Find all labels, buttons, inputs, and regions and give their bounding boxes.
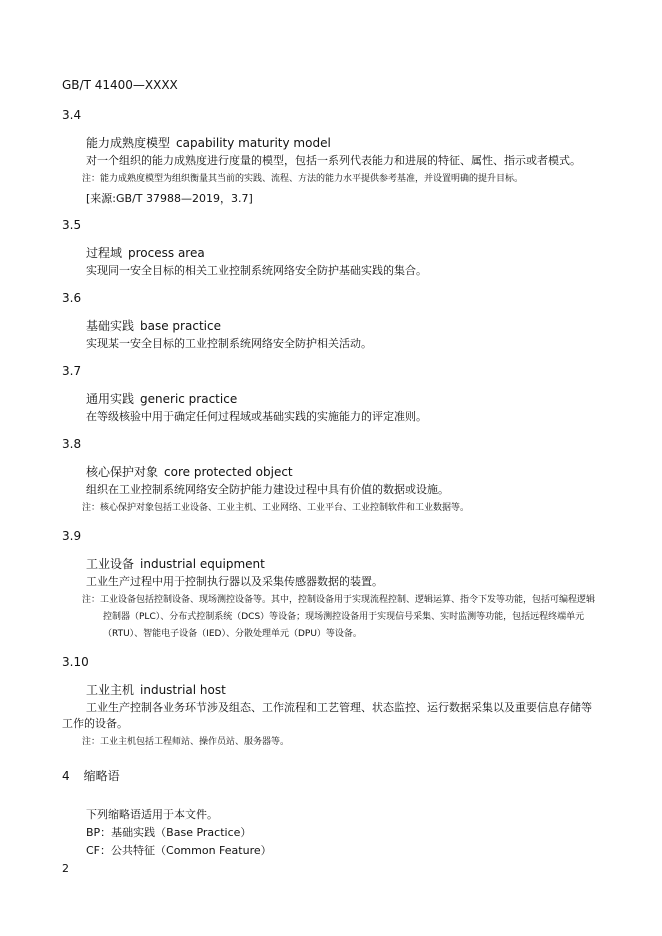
term-note: 注：能力成熟度模型为组织衡量其当前的实践、流程、方法的能力水平提供参考基准，并设置明确的提升目标。: [82, 174, 524, 184]
abbreviation-intro: 下列缩略语适用于本文件。: [86, 808, 218, 821]
term-chinese: 工业设备: [86, 557, 135, 571]
entry-number: 3.6: [62, 291, 82, 305]
term-source: [来源:GB/T 37988—2019，3.7]: [86, 192, 253, 205]
clause-number: 4: [62, 769, 70, 783]
term-english: core protected object: [164, 465, 293, 479]
term-entry-3-7: [62, 364, 596, 425]
term-definition: 实现同一安全目标的相关工业控制系统网络安全防护基础实践的集合。: [86, 264, 427, 277]
term-title: [62, 390, 596, 407]
term-definition: 对一个组织的能力成熟度进行度量的模型，包括一系列代表能力和进展的特征、属性、指示或者模式。: [86, 154, 581, 167]
term-english: capability maturity model: [176, 136, 331, 150]
term-note: 注：工业主机包括工程师站、操作员站、服务器等。: [82, 737, 290, 747]
term-entry-3-10: [62, 655, 596, 751]
term-english: generic practice: [140, 392, 238, 406]
term-title: [62, 317, 596, 334]
standard-number-header: GB/T 41400—XXXX: [62, 78, 178, 92]
entry-number: 3.4: [62, 108, 82, 122]
term-definition: 组织在工业控制系统网络安全防护能力建设过程中具有价值的数据或设施。: [86, 483, 449, 496]
term-definition: 工业生产过程中用于控制执行器以及采集传感器数据的装置。: [86, 575, 383, 588]
entry-number: 3.5: [62, 218, 82, 232]
term-definition: 在等级核验中用于确定任何过程域或基础实践的实施能力的评定准则。: [86, 410, 427, 423]
term-chinese: 核心保护对象: [86, 465, 159, 479]
term-chinese: 工业主机: [86, 683, 135, 697]
term-title: [62, 244, 596, 261]
term-title: [62, 134, 596, 151]
term-english: process area: [128, 246, 205, 260]
term-entry-3-4: [62, 108, 596, 206]
term-entry-3-8: [62, 437, 596, 517]
entry-number: 3.9: [62, 529, 82, 543]
entry-number: 3.10: [62, 655, 89, 669]
term-entry-3-5: [62, 218, 596, 279]
term-chinese: 通用实践: [86, 392, 135, 406]
term-definition: 工业生产控制各业务环节涉及组态、工作流程和工艺管理、状态监控、运行数据采集以及重要信息存储等工作的设备。: [62, 701, 592, 730]
term-title: [62, 463, 596, 480]
abbreviation-item: CF：公共特征（Common Feature）: [86, 844, 272, 857]
term-definition: 实现某一安全目标的工业控制系统网络安全防护相关活动。: [86, 337, 372, 350]
term-entry-3-6: [62, 291, 596, 352]
entry-number: 3.7: [62, 364, 82, 378]
document-body: [62, 108, 596, 860]
term-title: [62, 555, 596, 572]
term-note: 注：工业设备包括控制设备、现场测控设备等。其中，控制设备用于实现流程控制、逻辑运算、指令下发等功能，包括可编程逻辑控制器（PLC）、分布式控制系统（DCS）等设备；现场测控设备用于实现信号采集、实时监测等功能，包括远程终端单元（RTU）、智能电子设备（IED）、分散处理单元（DPU）等设备。: [82, 595, 596, 639]
term-note: 注：核心保护对象包括工业设备、工业主机、工业网络、工业平台、工业控制软件和工业数据等。: [82, 503, 470, 513]
term-english: base practice: [140, 319, 221, 333]
abbreviation-item: BP：基础实践（Base Practice）: [86, 826, 252, 839]
term-english: industrial host: [140, 683, 226, 697]
clause-heading: [62, 767, 596, 784]
term-chinese: 基础实践: [86, 319, 135, 333]
term-entry-3-9: [62, 529, 596, 643]
term-chinese: 过程域: [86, 246, 123, 260]
page-number: 2: [62, 862, 69, 875]
clause-title: 缩略语: [83, 769, 120, 783]
term-english: industrial equipment: [140, 557, 265, 571]
term-chinese: 能力成熟度模型: [86, 136, 171, 150]
entry-number: 3.8: [62, 437, 82, 451]
term-title: [62, 681, 596, 698]
